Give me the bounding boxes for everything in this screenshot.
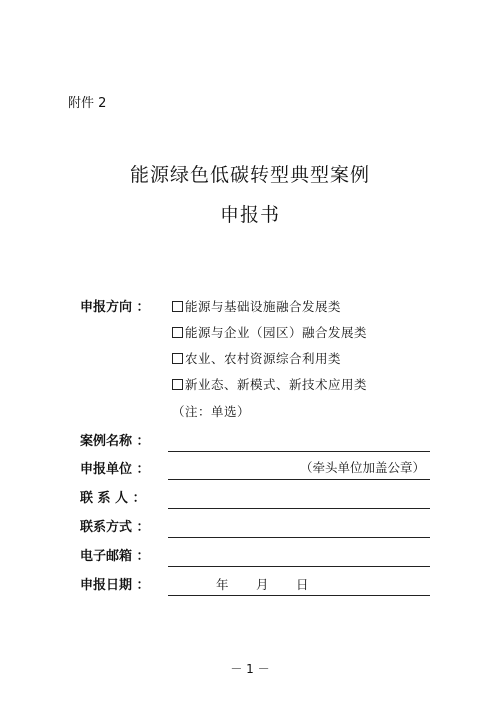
option-enterprise-park[interactable]: [172, 323, 367, 341]
contact-method-field[interactable]: [168, 537, 430, 538]
page-number: － 1 －: [230, 662, 270, 676]
option-infrastructure[interactable]: [172, 297, 341, 315]
option-label: 能源与企业（园区）融合发展类: [185, 325, 368, 340]
email-label: 电子邮箱 ：: [80, 549, 150, 564]
case-name-field[interactable]: [168, 451, 430, 452]
document-title: 能源绿色低碳转型典型案例: [129, 164, 370, 186]
document-subtitle: 申报书: [219, 204, 280, 226]
date-label: 申报日期 ：: [80, 578, 150, 593]
checkbox-icon[interactable]: [172, 327, 183, 338]
date-month-label: 月: [256, 577, 269, 592]
checkbox-icon[interactable]: [172, 301, 183, 312]
contact-person-label: 联 系 人 ：: [80, 491, 146, 506]
case-name-label: 案例名称 ：: [80, 434, 150, 449]
direction-label: 申报方向 ：: [80, 300, 150, 315]
email-field[interactable]: [168, 566, 430, 567]
checkbox-icon[interactable]: [172, 353, 183, 364]
date-day-label: 日: [296, 577, 309, 592]
option-new-business[interactable]: [172, 375, 367, 393]
option-label: 能源与基础设施融合发展类: [185, 299, 342, 314]
checkbox-icon[interactable]: [172, 379, 183, 390]
attachment-label: 附件 2: [68, 96, 107, 111]
unit-seal-note: （牵头单位加盖公章）: [300, 460, 426, 475]
option-label: 农业、农村资源综合利用类: [185, 351, 342, 366]
contact-person-field[interactable]: [168, 508, 430, 509]
option-label: 新业态、新模式、新技术应用类: [185, 377, 368, 392]
contact-method-label: 联系方式 ：: [80, 520, 150, 535]
date-field[interactable]: [168, 595, 430, 596]
option-agriculture-rural[interactable]: [172, 349, 341, 367]
unit-field[interactable]: [168, 479, 430, 480]
date-year-label: 年: [216, 577, 229, 592]
unit-label: 申报单位 ：: [80, 462, 150, 477]
single-choice-note: （注：单选）: [172, 404, 251, 419]
